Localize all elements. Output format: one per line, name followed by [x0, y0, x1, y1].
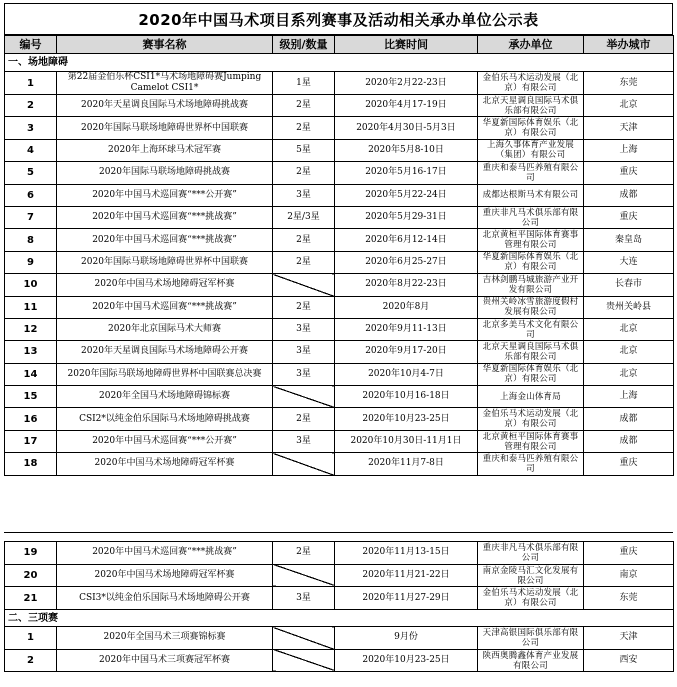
- cell-no: 20: [5, 564, 57, 587]
- cell-level: 2星: [273, 162, 335, 184]
- cell-event-name: 2020年中国马术巡回赛“***挑战赛”: [57, 542, 273, 565]
- cell-no: 1: [5, 627, 57, 650]
- cell-no: 19: [5, 542, 57, 565]
- cell-city: 天津: [584, 117, 674, 139]
- cell-event-name: 2020年中国马术巡回赛“***公开赛”: [57, 184, 273, 206]
- cell-city: 重庆: [584, 542, 674, 565]
- cell-event-name: 第22届金伯乐杯CSI1*马术场地障碍赛Jumping Camelot CSI1*: [57, 72, 273, 95]
- cell-date: 2020年6月12-14日: [335, 229, 478, 251]
- cell-event-name: 2020年北京国际马术大师赛: [57, 318, 273, 340]
- section-header-row: [5, 54, 674, 72]
- table-row: [5, 587, 674, 610]
- cell-date: 2020年5月22-24日: [335, 184, 478, 206]
- cell-level: 1星: [273, 72, 335, 95]
- cell-level: [273, 564, 335, 587]
- cell-no: 13: [5, 341, 57, 363]
- cell-event-name: CSI2*以纯金伯乐国际马术场地障碍挑战赛: [57, 408, 273, 430]
- cell-event-name: 2020年中国马术场地障碍冠军杯赛: [57, 453, 273, 475]
- cell-event-name: 2020年国际马联场地障碍世界杯中国联赛总决赛: [57, 363, 273, 385]
- cell-event-name: 2020年全国马术三项赛锦标赛: [57, 627, 273, 650]
- cell-city: 东莞: [584, 72, 674, 95]
- cell-level: 3星: [273, 430, 335, 452]
- cell-level: 5星: [273, 139, 335, 161]
- cell-level: 3星: [273, 184, 335, 206]
- cell-level: 2星: [273, 95, 335, 117]
- cell-event-name: 2020年国际马联场地障碍世界杯中国联赛: [57, 117, 273, 139]
- table-row: [5, 341, 674, 363]
- cell-city: 大连: [584, 251, 674, 273]
- cell-level: [273, 386, 335, 408]
- cell-city: 成都: [584, 430, 674, 452]
- cell-level: 2星: [273, 117, 335, 139]
- cell-city: 北京: [584, 95, 674, 117]
- cell-date: 2020年11月7-8日: [335, 453, 478, 475]
- cell-no: 12: [5, 318, 57, 340]
- cell-organizer: 华夏新国际体育娱乐（北京）有限公司: [478, 363, 584, 385]
- cell-event-name: 2020年中国马术巡回赛“***公开赛”: [57, 430, 273, 452]
- cell-no: 10: [5, 274, 57, 296]
- table-row: [5, 162, 674, 184]
- cell-organizer: 金伯乐马术运动发展（北京）有限公司: [478, 587, 584, 610]
- cell-no: 14: [5, 363, 57, 385]
- cell-date: 2020年10月23-25日: [335, 649, 478, 672]
- cell-organizer: 上海金山体育局: [478, 386, 584, 408]
- cell-event-name: 2020年天星调良国际马术场地障碍公开赛: [57, 341, 273, 363]
- cell-event-name: CSI3*以纯金伯乐国际马术场地障碍公开赛: [57, 587, 273, 610]
- cell-city: 重庆: [584, 206, 674, 228]
- cell-event-name: 2020年全国马术场地障碍锦标赛: [57, 386, 273, 408]
- cell-level: 2星: [273, 296, 335, 318]
- cell-level: [273, 649, 335, 672]
- cell-organizer: 南京金陵马汇文化发展有限公司: [478, 564, 584, 587]
- table-row: [5, 564, 674, 587]
- cell-city: 上海: [584, 139, 674, 161]
- cell-level: [273, 453, 335, 475]
- table-row: [5, 363, 674, 385]
- table-row: [5, 649, 674, 672]
- cell-no: 2: [5, 95, 57, 117]
- cell-date: 2020年11月27-29日: [335, 587, 478, 610]
- cell-organizer: 陕西奥腾鑫体育产业发展有限公司: [478, 649, 584, 672]
- cell-city: 重庆: [584, 453, 674, 475]
- table-header-row: [5, 36, 674, 54]
- cell-no: 6: [5, 184, 57, 206]
- cell-level: 2星/3星: [273, 206, 335, 228]
- cell-level: [273, 274, 335, 296]
- table-row: [5, 386, 674, 408]
- page-break-line: [4, 532, 673, 533]
- cell-level: 3星: [273, 341, 335, 363]
- cell-no: 7: [5, 206, 57, 228]
- table-body-section-1: [5, 54, 674, 476]
- cell-no: 9: [5, 251, 57, 273]
- document-title-bar: [4, 3, 673, 35]
- cell-date: 2020年4月30日-5月3日: [335, 117, 478, 139]
- cell-city: 西安: [584, 649, 674, 672]
- header-level: 级别/数量: [273, 36, 335, 54]
- cell-organizer: 重庆和泰马匹养殖有限公司: [478, 162, 584, 184]
- cell-city: 南京: [584, 564, 674, 587]
- cell-city: 成都: [584, 184, 674, 206]
- table-row: [5, 274, 674, 296]
- cell-date: 2020年10月23-25日: [335, 408, 478, 430]
- cell-city: 重庆: [584, 162, 674, 184]
- cell-organizer: 成都达根斯马术有限公司: [478, 184, 584, 206]
- cell-organizer: 天津高银国际俱乐部有限公司: [478, 627, 584, 650]
- table-row: [5, 453, 674, 475]
- cell-date: 2020年5月8-10日: [335, 139, 478, 161]
- cell-date: 2020年11月21-22日: [335, 564, 478, 587]
- table-row: [5, 542, 674, 565]
- cell-no: 16: [5, 408, 57, 430]
- cell-city: 上海: [584, 386, 674, 408]
- cell-city: 成都: [584, 408, 674, 430]
- cell-event-name: 2020年中国马术巡回赛“***挑战赛”: [57, 296, 273, 318]
- table-row: [5, 251, 674, 273]
- events-table-continued: [4, 541, 674, 672]
- cell-date: 2020年9月17-20日: [335, 341, 478, 363]
- cell-event-name: 2020年中国马术场地障碍冠军杯赛: [57, 274, 273, 296]
- cell-event-name: 2020年国际马联场地障碍挑战赛: [57, 162, 273, 184]
- cell-date: 2020年4月17-19日: [335, 95, 478, 117]
- cell-no: 21: [5, 587, 57, 610]
- cell-date: 2020年9月11-13日: [335, 318, 478, 340]
- cell-organizer: 重庆非凡马术俱乐部有限公司: [478, 542, 584, 565]
- cell-no: 4: [5, 139, 57, 161]
- cell-organizer: 金伯乐马术运动发展（北京）有限公司: [478, 72, 584, 95]
- cell-organizer: 贵州关岭冰雪旅游度假村发展有限公司: [478, 296, 584, 318]
- table-row: [5, 139, 674, 161]
- cell-organizer: 华夏新国际体育娱乐（北京）有限公司: [478, 117, 584, 139]
- cell-no: 11: [5, 296, 57, 318]
- table-row: [5, 627, 674, 650]
- cell-no: 3: [5, 117, 57, 139]
- table-row: [5, 206, 674, 228]
- cell-organizer: 重庆非凡马术俱乐部有限公司: [478, 206, 584, 228]
- cell-no: 1: [5, 72, 57, 95]
- header-event-name: 赛事名称: [57, 36, 273, 54]
- cell-event-name: 2020年天星调良国际马术场地障碍挑战赛: [57, 95, 273, 117]
- cell-date: 2020年10月30日-11月1日: [335, 430, 478, 452]
- cell-event-name: 2020年国际马联场地障碍世界杯中国联赛: [57, 251, 273, 273]
- cell-organizer: 北京黄桓平国际体育赛事管理有限公司: [478, 229, 584, 251]
- cell-city: 长春市: [584, 274, 674, 296]
- cell-level: 3星: [273, 363, 335, 385]
- cell-level: 2星: [273, 408, 335, 430]
- cell-city: 东莞: [584, 587, 674, 610]
- table-row: [5, 95, 674, 117]
- cell-date: 2020年8月: [335, 296, 478, 318]
- cell-date: 2020年5月29-31日: [335, 206, 478, 228]
- document-title: 2020年中国马术项目系列赛事及活动相关承办单位公示表: [138, 10, 539, 29]
- section-header-row: [5, 610, 674, 627]
- cell-event-name: 2020年中国马术场地障碍冠军杯赛: [57, 564, 273, 587]
- table-row: [5, 117, 674, 139]
- table-row: [5, 72, 674, 95]
- table-row: [5, 408, 674, 430]
- cell-organizer: 北京天星调良国际马术俱乐部有限公司: [478, 341, 584, 363]
- cell-level: 2星: [273, 229, 335, 251]
- cell-no: 18: [5, 453, 57, 475]
- cell-organizer: 吉林剑鹏马城旅游产业开发有限公司: [478, 274, 584, 296]
- cell-date: 2020年10月16-18日: [335, 386, 478, 408]
- header-no: 编号: [5, 36, 57, 54]
- table-body-continued: [5, 542, 674, 672]
- section-label: 一、场地障碍: [5, 54, 674, 72]
- cell-date: 9月份: [335, 627, 478, 650]
- cell-event-name: 2020年上海环球马术冠军赛: [57, 139, 273, 161]
- cell-organizer: 重庆和泰马匹养殖有限公司: [478, 453, 584, 475]
- header-organizer: 承办单位: [478, 36, 584, 54]
- table-row: [5, 229, 674, 251]
- table-row: [5, 296, 674, 318]
- cell-city: 贵州关岭县: [584, 296, 674, 318]
- cell-date: 2020年11月13-15日: [335, 542, 478, 565]
- cell-city: 秦皇岛: [584, 229, 674, 251]
- cell-city: 天津: [584, 627, 674, 650]
- cell-no: 15: [5, 386, 57, 408]
- cell-date: 2020年10月4-7日: [335, 363, 478, 385]
- cell-date: 2020年2月22-23日: [335, 72, 478, 95]
- section-label: 二、三项赛: [5, 610, 674, 627]
- cell-level: 2星: [273, 251, 335, 273]
- cell-organizer: 北京黄桓平国际体育赛事管理有限公司: [478, 430, 584, 452]
- cell-date: 2020年8月22-23日: [335, 274, 478, 296]
- cell-event-name: 2020年中国马术巡回赛“***挑战赛”: [57, 206, 273, 228]
- cell-no: 8: [5, 229, 57, 251]
- cell-city: 北京: [584, 318, 674, 340]
- cell-city: 北京: [584, 363, 674, 385]
- header-date: 比赛时间: [335, 36, 478, 54]
- table-row: [5, 318, 674, 340]
- cell-no: 5: [5, 162, 57, 184]
- cell-organizer: 北京天星调良国际马术俱乐部有限公司: [478, 95, 584, 117]
- cell-event-name: 2020年中国马术巡回赛“***挑战赛”: [57, 229, 273, 251]
- events-table: [4, 35, 674, 476]
- cell-event-name: 2020年中国马术三项赛冠军杯赛: [57, 649, 273, 672]
- table-row: [5, 430, 674, 452]
- cell-organizer: 金伯乐马术运动发展（北京）有限公司: [478, 408, 584, 430]
- cell-organizer: 华夏新国际体育娱乐（北京）有限公司: [478, 251, 584, 273]
- cell-level: 2星: [273, 542, 335, 565]
- cell-organizer: 北京多美马术文化有限公司: [478, 318, 584, 340]
- cell-date: 2020年6月25-27日: [335, 251, 478, 273]
- cell-organizer: 上海久事体育产业发展（集团）有限公司: [478, 139, 584, 161]
- cell-no: 17: [5, 430, 57, 452]
- cell-no: 2: [5, 649, 57, 672]
- cell-level: [273, 627, 335, 650]
- cell-level: 3星: [273, 587, 335, 610]
- table-row: [5, 184, 674, 206]
- cell-level: 3星: [273, 318, 335, 340]
- cell-city: 北京: [584, 341, 674, 363]
- cell-date: 2020年5月16-17日: [335, 162, 478, 184]
- header-city: 举办城市: [584, 36, 674, 54]
